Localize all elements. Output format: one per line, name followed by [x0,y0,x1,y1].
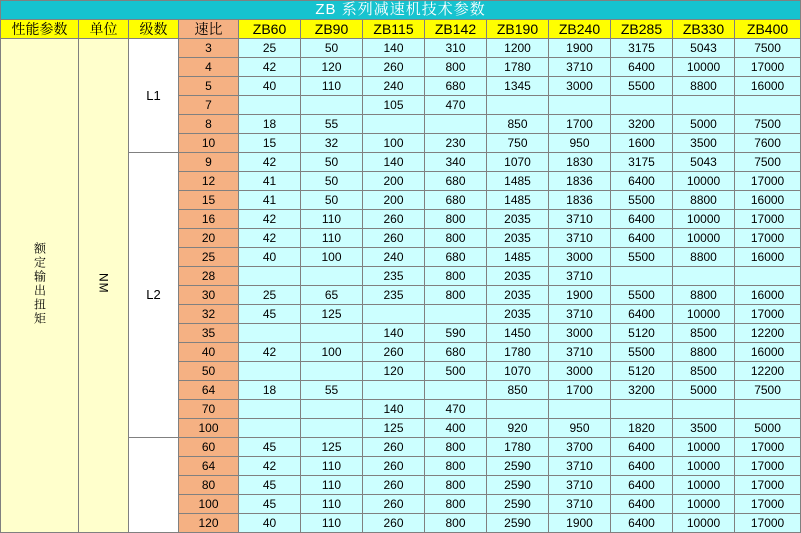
value-cell [549,400,611,419]
value-cell: 500 [425,362,487,381]
ratio-cell: 3 [179,39,239,58]
value-cell: 16000 [735,248,801,267]
value-cell: 1070 [487,153,549,172]
value-cell: 8800 [673,191,735,210]
value-cell: 3710 [549,267,611,286]
value-cell: 3710 [549,476,611,495]
value-cell: 680 [425,77,487,96]
ratio-cell: 15 [179,191,239,210]
value-cell: 55 [301,115,363,134]
value-cell: 125 [301,438,363,457]
value-cell: 3175 [611,39,673,58]
value-cell: 17000 [735,476,801,495]
value-cell: 6400 [611,438,673,457]
ratio-cell: 50 [179,362,239,381]
value-cell: 2590 [487,457,549,476]
value-cell: 470 [425,96,487,115]
value-cell: 800 [425,438,487,457]
value-cell: 1485 [487,248,549,267]
value-cell: 3200 [611,381,673,400]
value-cell: 5000 [673,115,735,134]
value-cell: 41 [239,191,301,210]
unit-cell [79,39,129,533]
value-cell: 55 [301,381,363,400]
value-cell [239,362,301,381]
value-cell: 1450 [487,324,549,343]
value-cell: 1900 [549,514,611,533]
value-cell: 260 [363,229,425,248]
value-cell: 200 [363,172,425,191]
value-cell: 750 [487,134,549,153]
value-cell: 800 [425,514,487,533]
value-cell [673,96,735,115]
value-cell: 3000 [549,77,611,96]
header-model-zb190: ZB190 [487,20,549,39]
value-cell: 3710 [549,343,611,362]
unit-text: NM [96,273,111,294]
value-cell: 5043 [673,39,735,58]
value-cell: 45 [239,438,301,457]
value-cell: 590 [425,324,487,343]
value-cell: 17000 [735,457,801,476]
value-cell: 45 [239,305,301,324]
value-cell: 3710 [549,58,611,77]
value-cell: 7500 [735,153,801,172]
ratio-cell: 80 [179,476,239,495]
value-cell: 310 [425,39,487,58]
value-cell: 8500 [673,362,735,381]
table-row [1,39,801,58]
ratio-cell: 64 [179,381,239,400]
value-cell: 800 [425,58,487,77]
value-cell [239,400,301,419]
value-cell: 1780 [487,58,549,77]
value-cell: 10000 [673,438,735,457]
value-cell [673,400,735,419]
ratio-cell: 10 [179,134,239,153]
value-cell: 800 [425,476,487,495]
value-cell: 6400 [611,495,673,514]
value-cell: 1900 [549,39,611,58]
value-cell: 12200 [735,362,801,381]
value-cell: 3710 [549,210,611,229]
value-cell: 5000 [673,381,735,400]
value-cell: 10000 [673,58,735,77]
value-cell: 6400 [611,514,673,533]
value-cell: 470 [425,400,487,419]
value-cell: 340 [425,153,487,172]
value-cell: 6400 [611,305,673,324]
value-cell: 1836 [549,172,611,191]
value-cell: 18 [239,115,301,134]
ratio-cell: 100 [179,495,239,514]
header-model-zb60: ZB60 [239,20,301,39]
value-cell: 5500 [611,77,673,96]
value-cell: 800 [425,229,487,248]
value-cell [239,324,301,343]
value-cell: 40 [239,514,301,533]
value-cell: 1900 [549,286,611,305]
value-cell: 10000 [673,210,735,229]
value-cell: 2590 [487,495,549,514]
header-model-zb285: ZB285 [611,20,673,39]
row-label-rated-torque [1,39,79,533]
value-cell: 50 [301,39,363,58]
value-cell: 10000 [673,229,735,248]
value-cell: 240 [363,77,425,96]
value-cell: 260 [363,514,425,533]
ratio-cell: 9 [179,153,239,172]
value-cell: 800 [425,210,487,229]
value-cell: 3710 [549,229,611,248]
value-cell [301,419,363,438]
value-cell: 200 [363,191,425,210]
value-cell: 800 [425,495,487,514]
value-cell: 50 [301,153,363,172]
value-cell: 10000 [673,172,735,191]
row-label-text: 额定输出扭矩 [32,241,47,326]
value-cell: 3175 [611,153,673,172]
value-cell [735,400,801,419]
value-cell: 18 [239,381,301,400]
value-cell: 6400 [611,457,673,476]
value-cell: 235 [363,267,425,286]
value-cell: 50 [301,172,363,191]
value-cell: 5120 [611,324,673,343]
value-cell: 7500 [735,381,801,400]
value-cell: 920 [487,419,549,438]
value-cell: 110 [301,77,363,96]
value-cell: 800 [425,457,487,476]
value-cell: 42 [239,457,301,476]
value-cell [549,96,611,115]
value-cell [239,419,301,438]
value-cell: 5500 [611,286,673,305]
value-cell: 125 [301,305,363,324]
value-cell: 6400 [611,476,673,495]
value-cell: 260 [363,495,425,514]
value-cell: 8500 [673,324,735,343]
value-cell: 2035 [487,267,549,286]
value-cell [735,267,801,286]
value-cell [673,267,735,286]
value-cell: 3710 [549,495,611,514]
value-cell: 1700 [549,381,611,400]
value-cell: 1600 [611,134,673,153]
value-cell: 140 [363,153,425,172]
value-cell: 1200 [487,39,549,58]
value-cell [239,96,301,115]
value-cell: 17000 [735,58,801,77]
value-cell: 1345 [487,77,549,96]
ratio-cell: 30 [179,286,239,305]
value-cell [301,324,363,343]
stage-cell: L1 [129,39,179,153]
value-cell: 100 [301,343,363,362]
value-cell: 125 [363,419,425,438]
value-cell: 40 [239,248,301,267]
ratio-cell: 20 [179,229,239,248]
value-cell: 5000 [735,419,801,438]
ratio-cell: 120 [179,514,239,533]
header-unit: 单位 [79,20,129,39]
value-cell: 2035 [487,286,549,305]
value-cell: 850 [487,381,549,400]
value-cell: 16000 [735,343,801,362]
value-cell: 10000 [673,457,735,476]
ratio-cell: 64 [179,457,239,476]
value-cell: 950 [549,419,611,438]
value-cell: 42 [239,229,301,248]
value-cell: 42 [239,210,301,229]
value-cell: 6400 [611,229,673,248]
value-cell [425,305,487,324]
value-cell: 15 [239,134,301,153]
value-cell: 5500 [611,248,673,267]
value-cell: 140 [363,39,425,58]
value-cell: 260 [363,438,425,457]
value-cell: 6400 [611,172,673,191]
value-cell: 17000 [735,229,801,248]
value-cell: 680 [425,172,487,191]
value-cell: 40 [239,77,301,96]
value-cell [363,115,425,134]
value-cell: 260 [363,58,425,77]
value-cell [425,381,487,400]
value-cell: 42 [239,153,301,172]
value-cell: 42 [239,343,301,362]
value-cell: 1830 [549,153,611,172]
value-cell: 5500 [611,191,673,210]
ratio-cell: 60 [179,438,239,457]
stage-cell [129,438,179,533]
value-cell [487,96,549,115]
ratio-cell: 70 [179,400,239,419]
value-cell: 3000 [549,248,611,267]
value-cell: 100 [301,248,363,267]
value-cell: 41 [239,172,301,191]
value-cell [611,96,673,115]
value-cell [425,115,487,134]
value-cell: 1485 [487,172,549,191]
value-cell: 260 [363,457,425,476]
value-cell: 120 [363,362,425,381]
ratio-cell: 32 [179,305,239,324]
value-cell: 7500 [735,115,801,134]
value-cell: 10000 [673,495,735,514]
ratio-cell: 8 [179,115,239,134]
header-model-zb90: ZB90 [301,20,363,39]
value-cell: 260 [363,476,425,495]
value-cell: 50 [301,191,363,210]
value-cell: 3200 [611,115,673,134]
header-ratio: 速比 [179,20,239,39]
value-cell: 17000 [735,514,801,533]
value-cell: 7600 [735,134,801,153]
value-cell: 1820 [611,419,673,438]
ratio-cell: 28 [179,267,239,286]
header-model-zb142: ZB142 [425,20,487,39]
ratio-cell: 16 [179,210,239,229]
value-cell: 680 [425,191,487,210]
value-cell: 3710 [549,457,611,476]
header-stage: 级数 [129,20,179,39]
table-title: ZB 系列减速机技术参数 [1,1,801,20]
value-cell: 10000 [673,476,735,495]
value-cell: 240 [363,248,425,267]
value-cell: 5043 [673,153,735,172]
value-cell: 230 [425,134,487,153]
value-cell: 7500 [735,39,801,58]
ratio-cell: 7 [179,96,239,115]
value-cell: 2035 [487,305,549,324]
value-cell: 100 [363,134,425,153]
value-cell: 3000 [549,324,611,343]
ratio-cell: 12 [179,172,239,191]
value-cell [735,96,801,115]
value-cell: 1070 [487,362,549,381]
value-cell: 6400 [611,210,673,229]
value-cell: 45 [239,495,301,514]
ratio-cell: 40 [179,343,239,362]
value-cell: 400 [425,419,487,438]
value-cell: 2590 [487,476,549,495]
value-cell: 10000 [673,305,735,324]
value-cell: 110 [301,457,363,476]
value-cell: 1700 [549,115,611,134]
value-cell [239,267,301,286]
header-model-zb400: ZB400 [735,20,801,39]
value-cell: 235 [363,286,425,305]
value-cell: 140 [363,324,425,343]
value-cell: 800 [425,267,487,286]
value-cell: 950 [549,134,611,153]
value-cell [301,96,363,115]
value-cell: 3700 [549,438,611,457]
value-cell: 8800 [673,248,735,267]
value-cell: 25 [239,39,301,58]
value-cell: 260 [363,343,425,362]
value-cell [363,381,425,400]
value-cell [487,400,549,419]
value-cell: 3000 [549,362,611,381]
value-cell: 2035 [487,229,549,248]
value-cell: 1780 [487,438,549,457]
value-cell [301,267,363,286]
value-cell: 110 [301,495,363,514]
value-cell [611,267,673,286]
value-cell: 3500 [673,134,735,153]
value-cell [301,400,363,419]
value-cell: 45 [239,476,301,495]
value-cell: 6400 [611,58,673,77]
value-cell: 800 [425,286,487,305]
value-cell: 2035 [487,210,549,229]
value-cell: 42 [239,58,301,77]
ratio-cell: 5 [179,77,239,96]
value-cell: 260 [363,210,425,229]
value-cell: 1780 [487,343,549,362]
value-cell: 5120 [611,362,673,381]
ratio-cell: 100 [179,419,239,438]
value-cell: 12200 [735,324,801,343]
value-cell: 17000 [735,495,801,514]
value-cell: 8800 [673,77,735,96]
ratio-cell: 4 [179,58,239,77]
header-model-zb240: ZB240 [549,20,611,39]
value-cell: 110 [301,210,363,229]
value-cell: 110 [301,476,363,495]
value-cell: 110 [301,229,363,248]
value-cell: 680 [425,343,487,362]
value-cell: 17000 [735,438,801,457]
value-cell: 5500 [611,343,673,362]
value-cell: 17000 [735,210,801,229]
value-cell: 3710 [549,305,611,324]
value-cell: 140 [363,400,425,419]
value-cell: 65 [301,286,363,305]
value-cell: 16000 [735,286,801,305]
value-cell: 2590 [487,514,549,533]
value-cell: 8800 [673,286,735,305]
ratio-cell: 35 [179,324,239,343]
header-model-zb330: ZB330 [673,20,735,39]
value-cell: 17000 [735,172,801,191]
value-cell: 105 [363,96,425,115]
header-param: 性能参数 [1,20,79,39]
value-cell: 3500 [673,419,735,438]
value-cell: 25 [239,286,301,305]
ratio-cell: 25 [179,248,239,267]
value-cell: 110 [301,514,363,533]
value-cell [363,305,425,324]
value-cell: 120 [301,58,363,77]
value-cell: 1836 [549,191,611,210]
value-cell: 16000 [735,191,801,210]
value-cell: 1485 [487,191,549,210]
value-cell: 680 [425,248,487,267]
value-cell: 10000 [673,514,735,533]
value-cell: 16000 [735,77,801,96]
header-model-zb115: ZB115 [363,20,425,39]
value-cell: 850 [487,115,549,134]
stage-cell: L2 [129,153,179,438]
value-cell [611,400,673,419]
value-cell [301,362,363,381]
value-cell: 32 [301,134,363,153]
value-cell: 8800 [673,343,735,362]
value-cell: 17000 [735,305,801,324]
